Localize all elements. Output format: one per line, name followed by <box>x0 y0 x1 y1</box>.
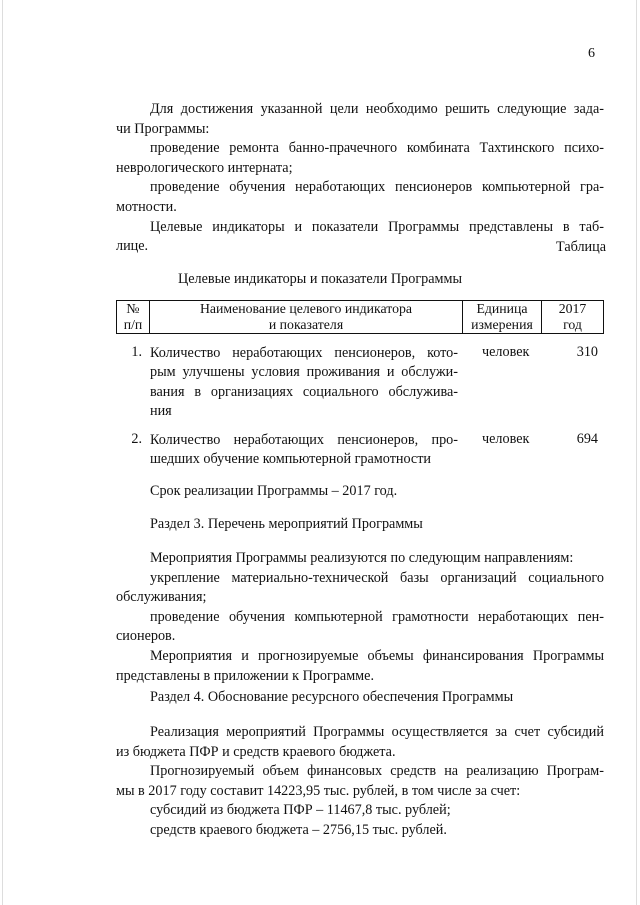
row-value: 310 <box>576 344 598 360</box>
row-name-line: шедших обучение компьютерной грамотности <box>150 451 432 468</box>
row-number: 2. <box>131 431 142 447</box>
section3-line: сионеров. <box>116 628 176 645</box>
section4-line: Прогнозируемый объем финансовых средств на реализацию Програм- <box>150 763 604 780</box>
page-number: 6 <box>588 46 595 61</box>
intro-line: неврологического интерната; <box>116 159 293 176</box>
intro-line: лице. <box>116 238 149 255</box>
row-name-line: рым улучшены условия проживания и обслужи- <box>150 364 458 381</box>
intro-line: проведение ремонта банно-прачечного комбината Тахтинского психо- <box>150 140 604 157</box>
row-name-line: вания в организациях социального обслужива- <box>150 383 458 400</box>
row-name-line: ния <box>150 403 172 420</box>
header-name <box>150 301 463 334</box>
intro-line: Целевые индикаторы и показатели Программы представлены в таб- <box>150 218 604 235</box>
header-num <box>117 301 150 334</box>
header-year-line1: 2017 <box>558 301 587 316</box>
section3-line: Мероприятия Программы реализуются по следующим направлениям: <box>150 550 574 566</box>
header-num-line1: № <box>126 301 140 316</box>
section4-line: мы в 2017 году составит 14223,95 тыс. рублей, в том числе за счет: <box>116 782 521 799</box>
section3-line: обслуживания; <box>116 589 207 606</box>
header-name-line2: и показателя <box>268 317 344 332</box>
row-indicator-name <box>150 344 458 422</box>
page-edge-left <box>2 0 3 905</box>
section4-line: средств краевого бюджета – 2756,15 тыс. рублей. <box>150 821 447 838</box>
header-year-line2: год <box>563 317 582 332</box>
header-unit <box>463 301 542 334</box>
section-4-title: Раздел 4. Обоснование ресурсного обеспечения Программы <box>150 689 514 705</box>
row-indicator-name <box>150 431 458 470</box>
intro-line: мотности. <box>116 198 177 215</box>
row-name-line: Количество неработающих пенсионеров, кото- <box>150 345 458 361</box>
table-title: Целевые индикаторы и показатели Программы <box>177 271 463 287</box>
section3-line: представлены в приложении к Программе. <box>116 667 375 684</box>
header-unit-line1: Единица <box>476 301 528 316</box>
section4-line: из бюджета ПФР и средств краевого бюджета. <box>116 743 396 760</box>
indicators-table-header <box>116 300 604 334</box>
intro-paragraphs <box>116 100 607 257</box>
intro-line: Для достижения указанной цели необходимо решить следующие зада- <box>150 101 604 117</box>
row-unit: человек <box>482 344 530 360</box>
section4-line: субсидий из бюджета ПФР – 11467,8 тыс. рублей; <box>150 802 451 819</box>
section-4-body <box>116 723 604 841</box>
section3-line: укрепление материально-технической базы организаций социального <box>150 569 604 586</box>
page-edge-right <box>636 0 637 905</box>
section-3-body <box>116 549 604 686</box>
intro-line: проведение обучения неработающих пенсионеров компьютерной гра- <box>150 179 604 196</box>
header-num-line2: п/п <box>123 317 143 332</box>
section-3-title: Раздел 3. Перечень мероприятий Программы <box>150 516 423 532</box>
table-caption: Таблица <box>556 239 607 255</box>
intro-line: чи Программы: <box>116 120 210 137</box>
header-unit-line2: измерения <box>471 317 533 332</box>
row-number: 1. <box>131 344 142 360</box>
section3-line: проведение обучения компьютерной грамотности неработающих пен- <box>150 608 604 625</box>
section4-line: Реализация мероприятий Программы осуществляется за счет субсидий <box>150 724 604 740</box>
program-term: Срок реализации Программы – 2017 год. <box>150 483 398 499</box>
header-year <box>542 301 604 334</box>
row-unit: человек <box>482 431 530 447</box>
row-value: 694 <box>576 431 598 447</box>
section3-line: Мероприятия и прогнозируемые объемы финансирования Программы <box>150 647 604 664</box>
header-name-line1: Наименование целевого индикатора <box>199 301 413 316</box>
row-name-line: Количество неработающих пенсионеров, про- <box>150 432 458 448</box>
